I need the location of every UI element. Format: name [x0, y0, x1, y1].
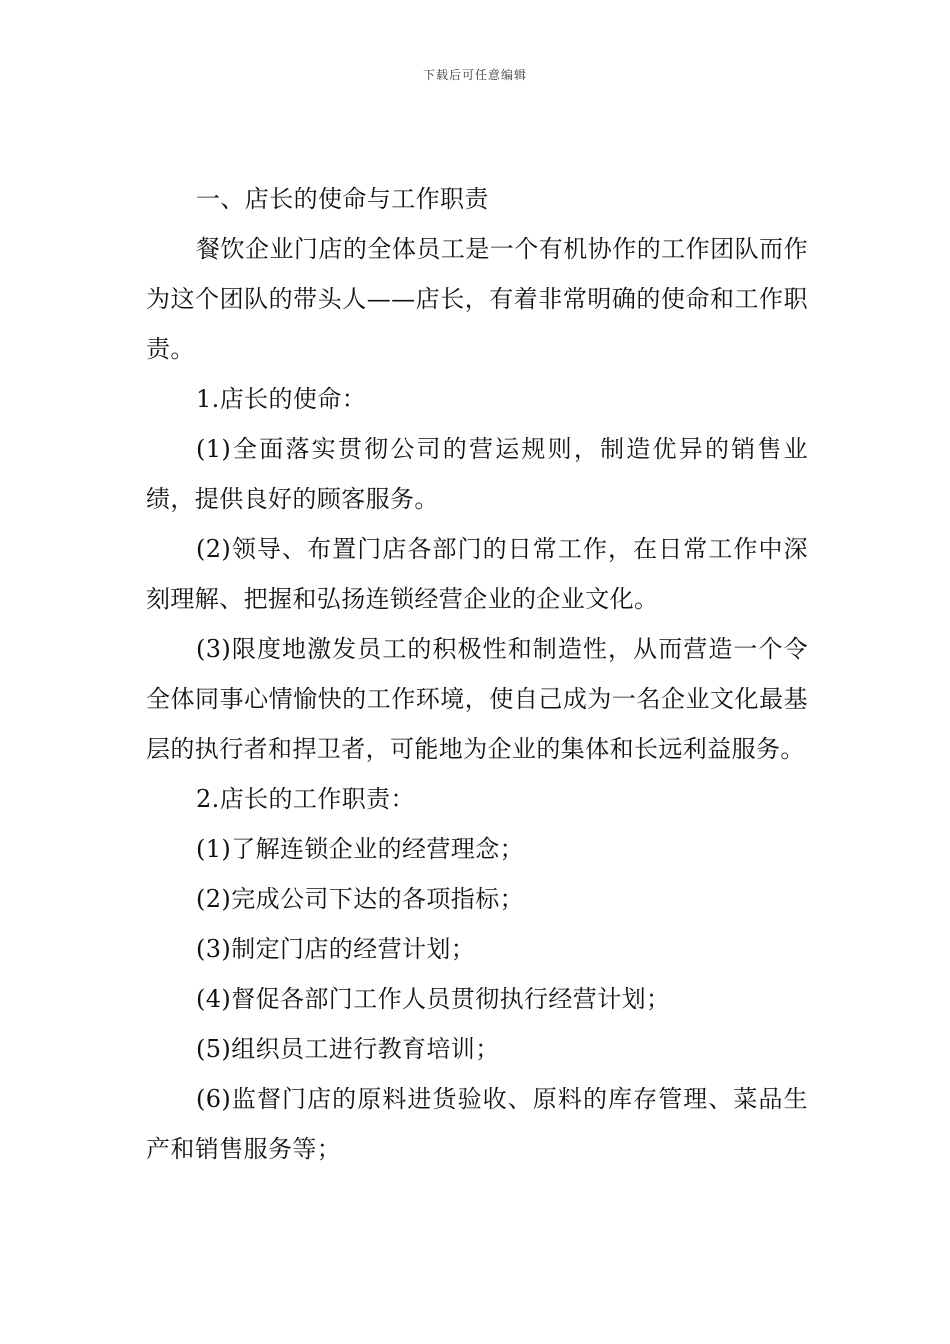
mission-item-3: (3)限度地激发员工的积极性和制造性，从而营造一个令全体同事心情愉快的工作环境，使自己成为一名企业文化最基层的执行者和捍卫者，可能地为企业的集体和长远利益服务。 [146, 635, 808, 763]
page-header-note: 下载后可任意编辑 [422, 68, 527, 82]
subheading-mission: 1.店长的使命： [196, 385, 367, 413]
intro-paragraph: 餐饮企业门店的全体员工是一个有机协作的工作团队而作为这个团队的带头人——店长，有着非常明确的使命和工作职责。 [146, 235, 808, 363]
duty-item-4: (4)督促各部门工作人员贯彻执行经营计划； [196, 985, 671, 1013]
duty-item-3: (3)制定门店的经营计划； [196, 935, 476, 963]
duty-item-6: (6)监督门店的原料进货验收、原料的库存管理、菜品生产和销售服务等； [146, 1085, 808, 1163]
document-body [146, 174, 808, 1174]
duty-item-2: (2)完成公司下达的各项指标； [196, 885, 524, 913]
section-heading: 一、店长的使命与工作职责 [196, 185, 489, 213]
subheading-duties: 2.店长的工作职责： [196, 785, 415, 813]
mission-item-1: (1)全面落实贯彻公司的营运规则，制造优异的销售业绩，提供良好的顾客服务。 [146, 435, 808, 513]
duty-item-5: (5)组织员工进行教育培训； [196, 1035, 500, 1063]
mission-item-2: (2)领导、布置门店各部门的日常工作，在日常工作中深刻理解、把握和弘扬连锁经营企业的企业文化。 [146, 535, 808, 613]
duty-item-1: (1)了解连锁企业的经营理念； [196, 835, 524, 863]
